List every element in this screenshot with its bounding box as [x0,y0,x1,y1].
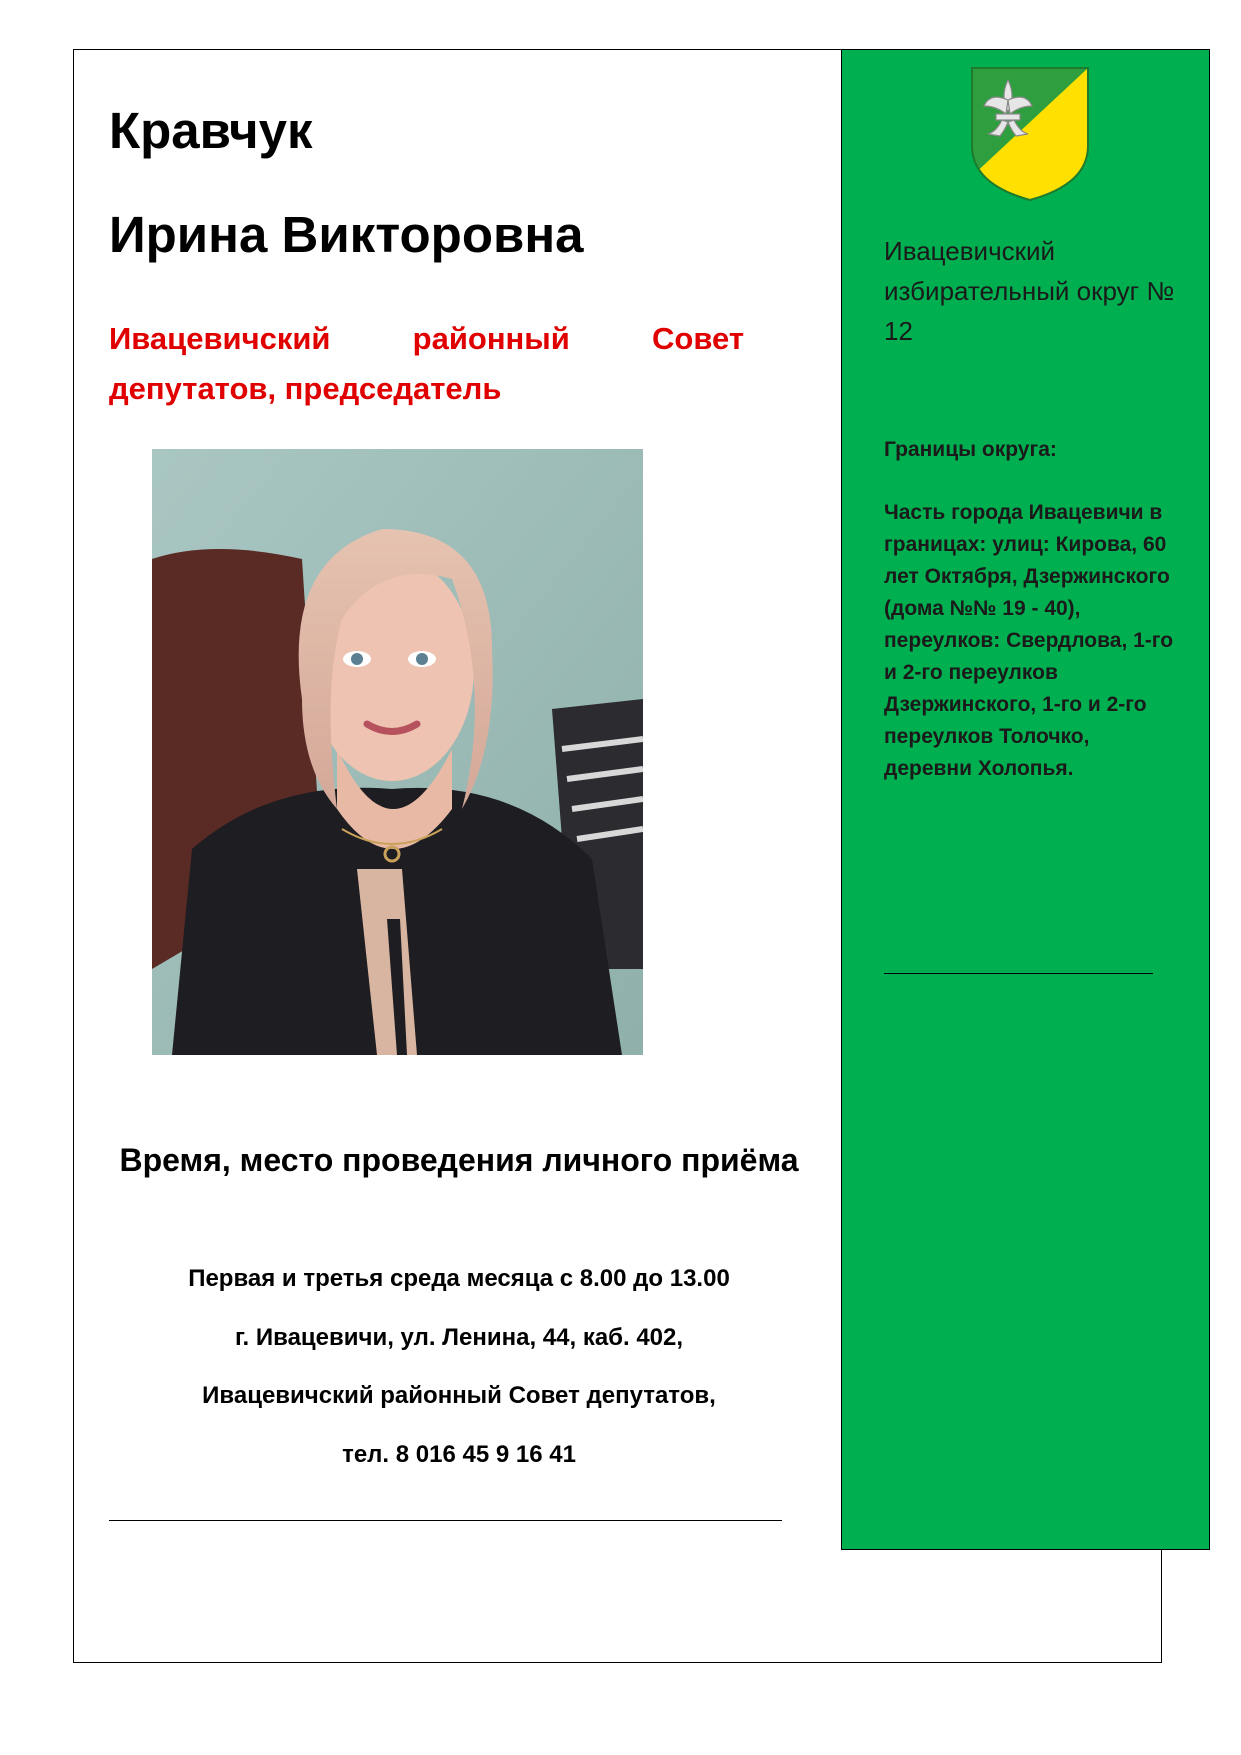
position-title: Ивацевичский районный Совет депутатов, председатель [109,321,744,406]
sidebar-divider-line [884,973,1153,974]
portrait-photo [152,449,643,1055]
bounds-title: Границы округа: [884,438,1057,461]
reception-organization: Ивацевичский районный Совет депутатов, [202,1382,716,1409]
bounds-description: Часть города Ивацевичи в границах: улиц: Кирова, 60 лет Октября, Дзержинского (дома №№ 19 - 40), переулков: Свердлова, 1-го и 2-го переулков Дзержинского, 1-го и 2-го переулков Толочко, деревни Холопья. [884,501,1174,780]
district-name: Ивацевичский избирательный округ № 12 [884,236,1175,346]
reception-title: Время, место проведения личного приёма [119,1142,799,1178]
reception-schedule: Первая и третья среда месяца с 8.00 до 13.00 [188,1265,730,1292]
reception-phone: тел. 8 016 45 9 16 41 [342,1441,576,1468]
surname: Кравчук [109,102,313,159]
given-names: Ирина Викторовна [109,206,584,263]
coat-of-arms-icon [970,66,1090,202]
divider-line [109,1520,782,1521]
reception-address: г. Ивацевичи, ул. Ленина, 44, каб. 402, [234,1324,684,1351]
